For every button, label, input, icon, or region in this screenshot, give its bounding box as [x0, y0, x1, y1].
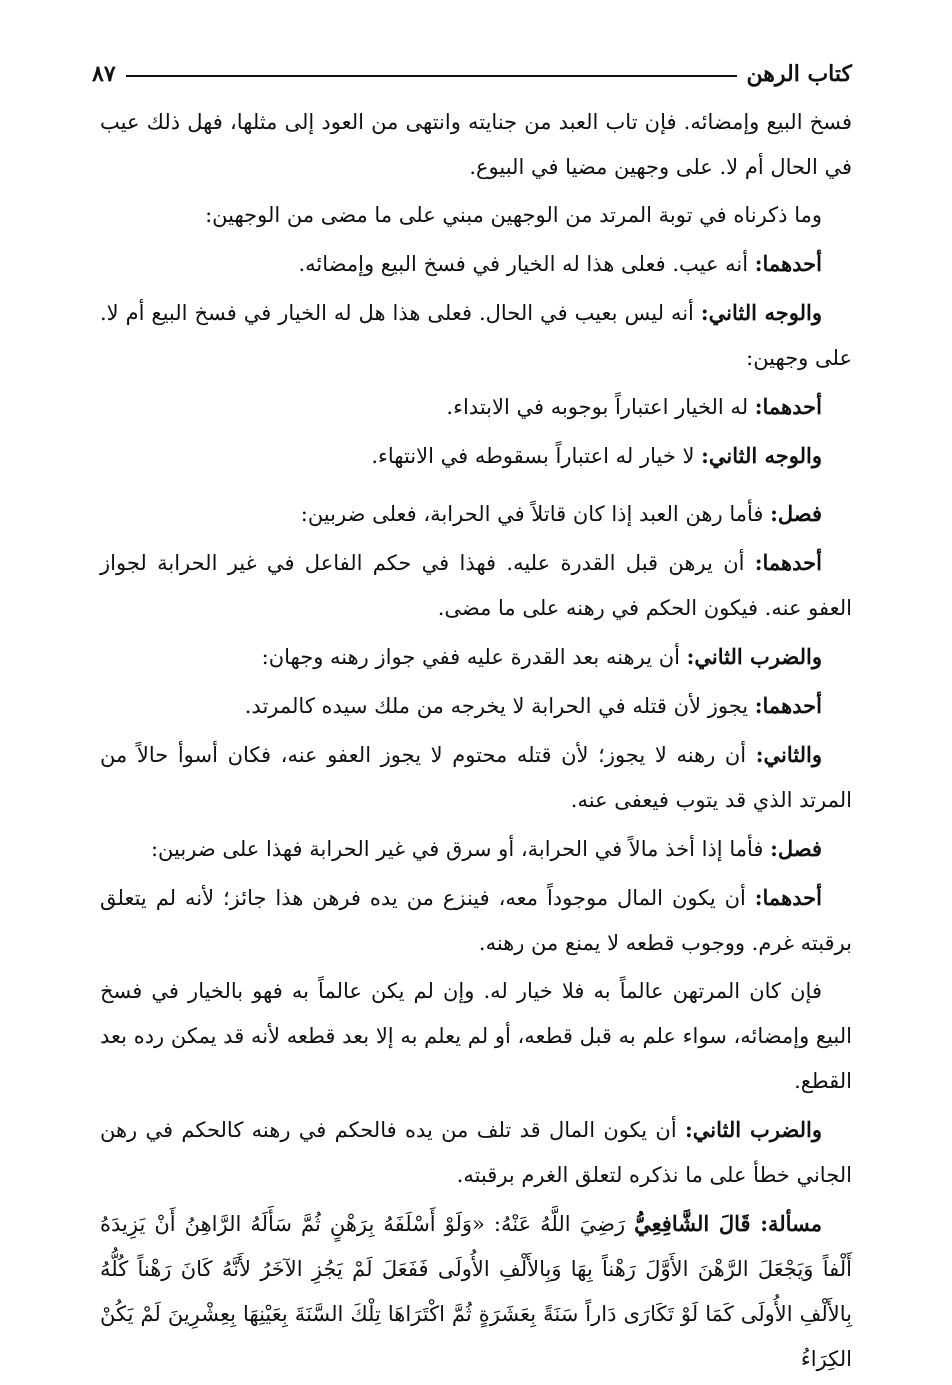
paragraph-text: أن رهنه لا يجوز؛ لأن قتله محتوم لا يجوز العفو عنه، فكان أسوأ حالاً من المرتد الذي قد يتوب فيعفى عنه.	[100, 743, 852, 812]
paragraph-lead: فصل:	[770, 836, 822, 861]
paragraph-text: رَضِيَ اللَّهُ عَنْهُ: «وَلَوْ أَسْلَفَهُ بِرَهْنٍ ثُمَّ سَأَلَهُ الرَّاهِنُ أَنْ يَزِيدَهُ أَلْفاً وَيَجْعَلَ الرَّهْنَ الأَوَّلَ رَهْناً بِهَا وَبِالأَلْفِ الأُولَى فَفَعَلَ لَمْ يَجُزِ الآخَرُ لأَنَّهُ كَانَ رَهْناً كُلُّهُ بِالأَلْفِ الأُولَى كَمَا لَوْ تَكَارَى دَاراً سَنَةً بِعَشَرَةٍ ثُمَّ اكْتَرَاهَا تِلْكَ السَّنَةَ بِعَيْنِهَا بِعِشْرِينَ لَمْ يَكُنْ الكِرَاءُ	[100, 1212, 852, 1371]
paragraph-lead: فصل:	[770, 501, 822, 526]
paragraph-text: أن يرهن قبل القدرة عليه. فهذا في حكم الفاعل في غير الحرابة لجواز العفو عنه. فيكون الحكم في رهنه على ما مضى.	[100, 551, 852, 620]
paragraph-lead: والضرب الثاني:	[686, 644, 822, 669]
running-header	[92, 56, 852, 92]
paragraph-text: أنه عيب. فعلى هذا له الخيار في فسخ البيع وإمضائه.	[298, 252, 749, 276]
section-fasl-1	[100, 491, 852, 537]
paragraph-text: لا خيار له اعتباراً بسقوطه في الانتهاء.	[371, 444, 695, 468]
paragraph-text: فإن كان المرتهن عالماً به فلا خيار له. وإن لم يكن عالماً به فهو بالخيار في فسخ البيع وإمضائه، سواء علم به قبل قطعه، أو لم يعلم به إلا بعد قطعه لأنه قد يمكن رده بعد القطع.	[100, 979, 852, 1093]
paragraph-theft-option	[100, 969, 852, 1104]
paragraph-text: وما ذكرناه في توبة المرتد من الوجهين مبني على ما مضى من الوجهين:	[205, 203, 822, 227]
paragraph-text: فسخ البيع وإمضائه. فإن تاب العبد من جنايته وانتهى من العود إلى مثلها، فهل ذلك عيب في الحال أم لا. على وجهين مضيا في البيوع.	[100, 110, 852, 179]
paragraph-text: فأما رهن العبد إذا كان قاتلاً في الحرابة، فعلى ضربين:	[300, 502, 764, 526]
paragraph-lead: أحدهما:	[754, 251, 822, 276]
paragraph-lead: أحدهما:	[754, 693, 822, 718]
paragraph-case-two	[100, 634, 852, 680]
paragraph-text: أن يكون المال موجوداً معه، فينزع من يده فرهن هذا جائز؛ لأنه لم يتعلق برقبته غرم. ووجوب قطعه لا يمنع من رهنه.	[100, 886, 852, 955]
paragraph-case-two-second	[100, 732, 852, 823]
paragraph-lead: أحدهما:	[754, 394, 822, 419]
paragraph-text: أن يرهنه بعد القدرة عليه ففي جواز رهنه وجهان:	[261, 645, 680, 669]
paragraph-lead: والوجه الثاني:	[701, 443, 822, 468]
paragraph-text: يجوز لأن قتله في الحرابة لا يخرجه من ملك سيده كالمرتد.	[244, 694, 749, 718]
book-title: كتاب الرهن	[746, 61, 852, 87]
paragraph-text: فأما إذا أخذ مالاً في الحرابة، أو سرق في غير الحرابة فهذا على ضربين:	[150, 837, 764, 861]
paragraph-lead: أحدهما:	[754, 550, 822, 575]
paragraph-text: أنه ليس بعيب في الحال. فعلى هذا هل له الخيار في فسخ البيع أم لا. على وجهين:	[100, 301, 852, 370]
paragraph-lead: والثاني:	[755, 742, 822, 767]
paragraph-sub-first	[100, 384, 852, 430]
paragraph-continuation	[100, 100, 852, 190]
paragraph-theft-first	[100, 875, 852, 966]
paragraph-first-view	[100, 241, 852, 287]
paragraph-lead: أحدهما:	[754, 885, 822, 910]
header-rule	[126, 75, 737, 77]
paragraph-lead: والضرب الثاني:	[685, 1117, 822, 1142]
section-masala	[100, 1201, 852, 1382]
paragraph-sub-second	[100, 433, 852, 479]
paragraph-second-view	[100, 290, 852, 381]
paragraph-lead: مسألة: قَالَ الشَّافِعِيُّ	[634, 1211, 822, 1236]
paragraph-case-two-first	[100, 683, 852, 729]
page-number: ٨٧	[92, 61, 116, 87]
section-fasl-2	[100, 826, 852, 872]
paragraph-text: أن يكون المال قد تلف من يده فالحكم في رهنه كالحكم في رهن الجاني خطأ على ما نذكره لتعلق الغرم برقبته.	[100, 1118, 852, 1187]
paragraph-theft-second	[100, 1107, 852, 1198]
paragraph-lead: والوجه الثاني:	[700, 300, 822, 325]
paragraph-intro	[100, 193, 852, 238]
paragraph-case-one	[100, 540, 852, 631]
paragraph-text: له الخيار اعتباراً بوجوبه في الابتداء.	[446, 395, 749, 419]
page-body	[100, 100, 852, 1385]
